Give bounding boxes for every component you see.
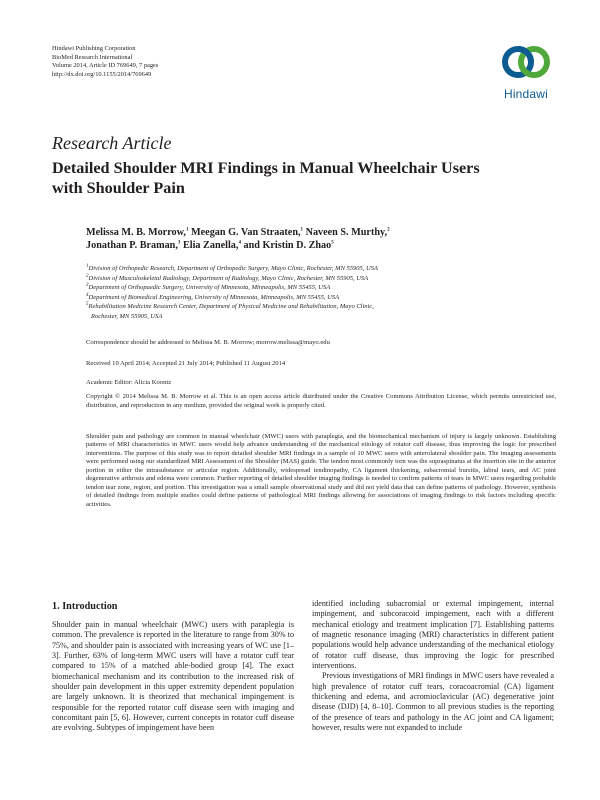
author-morrow: Melissa M. B. Morrow,	[86, 227, 186, 238]
paragraph: identified including subacromial or external impingement, internal impingement, and subcoracoid impingement, each with a different mechanical etiology and treatment implication [7]. Establishing patterns of magnetic resonance imaging (MRI) characteristics in different patient populations would help advance understanding of the mechanical etiology of rotator cuff disease, thus improving the logic for prescribed interventions.	[312, 599, 554, 671]
hindawi-logo-icon	[496, 42, 556, 86]
journal-name: BioMed Research International	[52, 53, 133, 61]
abstract: Shoulder pain and pathology are common in manual wheelchair (MWC) users with paraplegia, and the biomechanical mechanism of injury is largely unknown. Establishing patterns of MRI characteristics in MWC users would help advance understanding of the mechanical etiology of rotator cuff disease, thus improving the logic for prescribed interventions. The purpose of this study was to report detailed shoulder MRI findings in a sample of 10 MWC users with anterolateral shoulder pain. The imaging assessments were performed using our standardized MRI Assessment of the Shoulder (MAS) guide. The tendon most commonly torn was the supraspinatus at the insertion site in the anterior portion in either the intrasubstance or articular region. Additionally, widespread tendinopathy, CA ligament thickening, subacromial bursitis, labral tears, and AC joint degenerative arthrosis and edema were common. Further reporting of detailed shoulder imaging findings is needed to confirm patterns of tears in MWC users regarding probable tendon tear zone, region, and portion. This investigation was a small sample observational study and did not yield data that can define patterns of pathology. However, synthesis of detailed findings from multiple studies could define patterns of pathological MRI findings allowing for associations of imaging findings to risk factors including specific activities.	[86, 433, 556, 508]
academic-editor: Academic Editor: Alicia Koontz	[86, 379, 172, 386]
publication-dates: Received 10 April 2014; Accepted 21 July 2014; Published 11 August 2014	[86, 360, 286, 367]
title-line-1: Detailed Shoulder MRI Findings in Manual Wheelchair Users	[52, 159, 480, 177]
affiliation-text: Department of Biomedical Engineering, University of Minnesota, Minneapolis, MN 55455, USA	[88, 293, 340, 301]
author-zhao: and Kristin D. Zhao	[240, 240, 332, 251]
affiliation-4	[86, 293, 556, 303]
affiliation-2	[86, 274, 556, 284]
affiliation-1	[86, 264, 556, 274]
correspondence: Correspondence should be addressed to Melissa M. B. Morrow; morrow.melissa@mayo.edu	[86, 339, 330, 346]
affiliations	[86, 264, 556, 321]
author-murthy: Naveen S. Murthy,	[303, 227, 388, 238]
section-heading-introduction: 1. Introduction	[52, 601, 118, 612]
publisher-name: Hindawi Publishing Corporation	[52, 45, 136, 52]
author-line-2	[86, 239, 556, 252]
affiliation-text: Division of Orthopedic Research, Department of Orthopedic Surgery, Mayo Clinic, Rochester, MN 55905, USA	[88, 265, 378, 272]
body-column-right	[312, 599, 554, 733]
affiliation-5	[86, 302, 556, 312]
affiliation-5-cont: Rochester, MN 55905, USA	[91, 312, 163, 320]
hindawi-logo-text: Hindawi	[503, 87, 549, 101]
volume-info: Volume 2014, Article ID 769649, 7 pages	[52, 62, 159, 70]
affiliation-num: 3	[86, 282, 89, 288]
affiliation-num: 4	[86, 292, 89, 298]
paragraph: Shoulder pain in manual wheelchair (MWC) users with paraplegia is common. The prevalence is reported in the literature to range from 30% to 75%, and shoulder pain is associated with increasing years of WC use [1–3]. Further, 63% of long-term MWC users will have a rotator cuff tear compared to 15% of a matched able-bodied group [4]. The exact biomechanical mechanism and its contribution to the increased risk of shoulder pain development in this upper extremity dependent population are largely unknown. It is theorized that mechanical impingement is responsible for the reported rotator cuff disease seen with imaging and concomitant pain [5, 6]. However, current concepts in rotator cuff disease are evolving. Subtypes of impingement have been	[52, 620, 294, 733]
affiliation-3	[86, 283, 556, 293]
author-sup: 4	[238, 240, 241, 246]
author-sup: 2	[387, 227, 390, 233]
affiliation-text: Division of Musculoskeletal Radiology, Department of Radiology, Mayo Clinic, Rochester, MN 55905, USA	[88, 274, 369, 282]
affiliation-num: 1	[86, 263, 89, 269]
body-column-left	[52, 620, 294, 734]
article-title	[52, 158, 572, 198]
affiliation-text: Rehabilitation Medicine Research Center, Department of Physical Medicine and Rehabilitation, Mayo Clinic,	[88, 303, 374, 310]
author-sup: 3	[177, 240, 181, 246]
paragraph: Previous investigations of MRI findings in MWC users have revealed a high prevalence of rotator cuff tears, coracoacromial (CA) ligament thickening and edema, and acromioclavicular (AC) degenerative joint disease (DJD) [4, 8–10]. Common to all previous studies is the reporting of the presence of tears and pathology in the AC joint and CA ligament; however, results were not expanded to include	[312, 671, 554, 733]
title-line-2: with Shoulder Pain	[52, 179, 185, 197]
author-line-1	[86, 226, 556, 239]
publisher-info	[52, 45, 158, 79]
author-list	[86, 226, 556, 252]
author-sup: 5	[331, 240, 334, 246]
copyright-notice: Copyright © 2014 Melissa M. B. Morrow et al. This is an open access article distributed under the Creative Commons Attribution License, which permits unrestricted use, distribution, and reproduction in any medium, provided the original work is properly cited.	[86, 393, 556, 410]
author-zanella: Elia Zanella,	[180, 240, 239, 251]
author-sup: 1	[185, 227, 189, 233]
doi-link[interactable]: http://dx.doi.org/10.1155/2014/769649	[52, 70, 152, 78]
author-van-straaten: Meegan G. Van Straaten,	[188, 227, 301, 238]
affiliation-num: 2	[86, 273, 89, 279]
affiliation-text: Department of Orthopaedic Surgery, University of Minnesota, Minneapolis, MN 55455, USA	[88, 284, 331, 291]
article-type: Research Article	[52, 133, 172, 153]
affiliation-num: 5	[86, 301, 89, 307]
author-sup: 1	[300, 227, 304, 233]
author-braman: Jonathan P. Braman,	[86, 240, 178, 251]
hindawi-logo	[496, 42, 556, 104]
